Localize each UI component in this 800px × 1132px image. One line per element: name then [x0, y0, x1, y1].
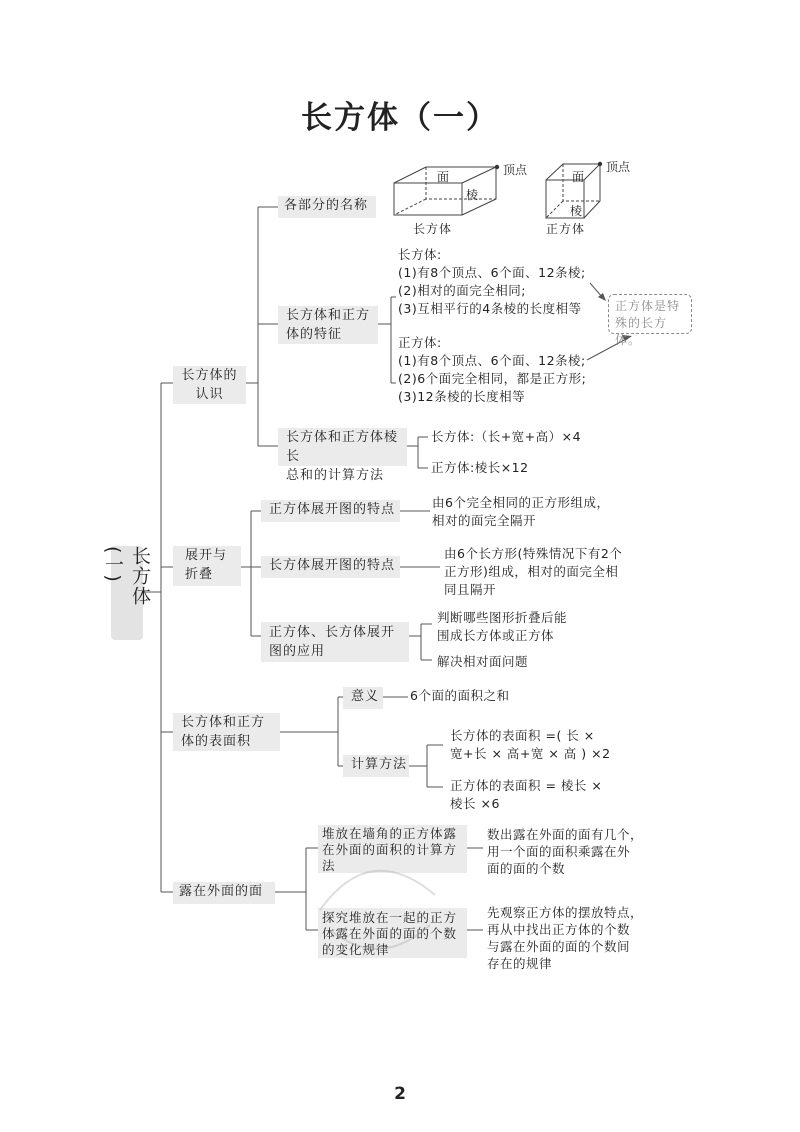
desc-line: 由6个完全相同的正方形组成， — [432, 495, 610, 510]
page-title: 长方体（一） — [301, 100, 499, 136]
cuboid-edge-label: 棱 — [466, 188, 479, 202]
cube-vertex-label: 顶点 — [606, 160, 631, 174]
section-label-line: 长方体和正方 — [181, 715, 266, 730]
formula-line: 正方体的表面积 = 棱长 × — [450, 778, 603, 793]
meaning-desc: 6个面的面积之和 — [410, 688, 510, 703]
node-label-line: 探究堆放在一起的正方 — [322, 910, 458, 925]
desc-line: 用一个面的面积乘露在外 — [487, 844, 631, 859]
node-cuboid-net — [261, 556, 400, 578]
section-unfold-fold — [173, 546, 241, 586]
note-line: 正方体是特 — [615, 299, 681, 313]
node-label: 各部分的名称 — [284, 198, 369, 213]
node-label: 长方体展开图的特点 — [269, 558, 396, 573]
desc-line: 先观察正方体的摆放特点， — [487, 905, 644, 920]
desc-line: 同且隔开 — [444, 582, 497, 597]
list-item: (3)互相平行的4条棱的长度相等 — [398, 301, 582, 316]
node-label-line: 图的应用 — [269, 644, 326, 659]
cuboid-feature-list — [398, 246, 586, 318]
list-item: (1)有8个顶点、6个面、12条棱; — [398, 265, 586, 280]
section-surface-area — [173, 713, 280, 751]
desc-line: 与露在外面的面的个数间 — [487, 939, 631, 954]
edge-sum-cuboid: 长方体:（长+宽+高）×4 — [431, 429, 582, 444]
node-label-line: 堆放在墙角的正方体露 — [322, 826, 458, 841]
cube-net-desc — [432, 494, 609, 530]
node-edge-sum — [278, 428, 407, 483]
formula-line: 棱长 ×6 — [450, 796, 500, 811]
node-label: 正方体展开图的特点 — [269, 502, 396, 517]
node-features — [278, 306, 378, 344]
list-item: 长方体: — [398, 247, 442, 262]
desc-line: 数出露在外面的面有几个， — [487, 827, 644, 842]
cube-feature-list — [398, 334, 586, 406]
desc-line: 正方形)组成，相对的面完全相 — [444, 564, 619, 579]
desc-line: 相对的面完全隔开 — [432, 513, 537, 528]
node-label-line: 体的特征 — [286, 327, 343, 342]
node-part-names — [278, 196, 376, 218]
cuboid-vertex-label: 顶点 — [503, 163, 528, 177]
section-label-line: 折叠 — [185, 567, 214, 582]
node-label-line: 的变化规律 — [322, 942, 390, 957]
corner-desc — [487, 826, 643, 877]
list-item: (3)12条棱的长度相等 — [398, 389, 526, 404]
cube-caption: 正方体 — [546, 222, 586, 236]
desc-line: 再从中找出正方体的个数 — [487, 922, 631, 937]
root-node — [102, 546, 151, 640]
node-net-application — [261, 622, 409, 662]
list-item: (1)有8个顶点、6个面、12条棱; — [398, 353, 586, 368]
node-label-line: 法 — [322, 858, 336, 873]
node-label-line: 总和的计算方法 — [286, 468, 385, 483]
cube-face-label: 面 — [572, 170, 585, 184]
list-item: 正方体: — [398, 335, 442, 350]
node-cube-net — [261, 500, 400, 522]
note-cube-special — [608, 294, 692, 347]
cuboid-surface-formula — [450, 727, 611, 763]
section-label-line: 体的表面积 — [181, 734, 252, 749]
formula-line: 宽+长 × 高+宽 × 高 ) ×2 — [450, 746, 611, 761]
node-label-line: 体露在外面的面的个数 — [322, 926, 458, 941]
node-label-line: 正方体、长方体展开 — [269, 625, 396, 640]
cuboid-net-desc — [444, 545, 622, 599]
section-label: 露在外面的面 — [179, 884, 264, 899]
cuboid-caption: 长方体 — [413, 222, 453, 236]
node-label-line: 在外面的面积的计算方 — [322, 842, 458, 857]
desc-line: 判断哪些图形折叠后能 — [437, 610, 568, 625]
desc-line: 面的面的个数 — [487, 861, 566, 876]
page-number: 2 — [394, 1084, 406, 1104]
cuboid-face-label: 面 — [437, 170, 450, 184]
edge-sum-cube: 正方体:棱长×12 — [431, 460, 529, 475]
cube-surface-formula — [450, 777, 602, 813]
section-cuboid-recognition — [173, 366, 246, 404]
pattern-desc — [487, 904, 643, 972]
root-label: 长方体(一) — [102, 546, 151, 606]
watermark-stamp — [310, 850, 450, 960]
desc-line: 围成长方体或正方体 — [437, 628, 555, 643]
application-b: 解决相对面问题 — [437, 654, 529, 669]
section-label-line: 展开与 — [185, 548, 228, 563]
node-meaning — [343, 687, 383, 709]
node-label-line: 长方体和正方体棱长 — [286, 430, 399, 464]
node-label-line: 长方体和正方 — [286, 308, 371, 323]
desc-line: 由6个长方形(特殊情况下有2个 — [444, 546, 623, 561]
cube-edge-label: 棱 — [570, 204, 583, 218]
list-item: (2)相对的面完全相同; — [398, 283, 526, 298]
section-exposed-faces — [173, 882, 275, 904]
node-method — [343, 755, 409, 777]
formula-line: 长方体的表面积 =( 长 × — [450, 728, 595, 743]
application-a — [437, 609, 567, 645]
desc-line: 存在的规律 — [487, 956, 553, 971]
section-label-line: 长方体的 — [181, 368, 238, 383]
node-label: 计算方法 — [351, 757, 408, 772]
node-label: 意义 — [351, 689, 380, 704]
list-item: (2)6个面完全相同，都是正方形; — [398, 371, 587, 386]
note-line: 殊的长方体。 — [615, 316, 668, 347]
section-label-line: 认识 — [195, 387, 224, 402]
